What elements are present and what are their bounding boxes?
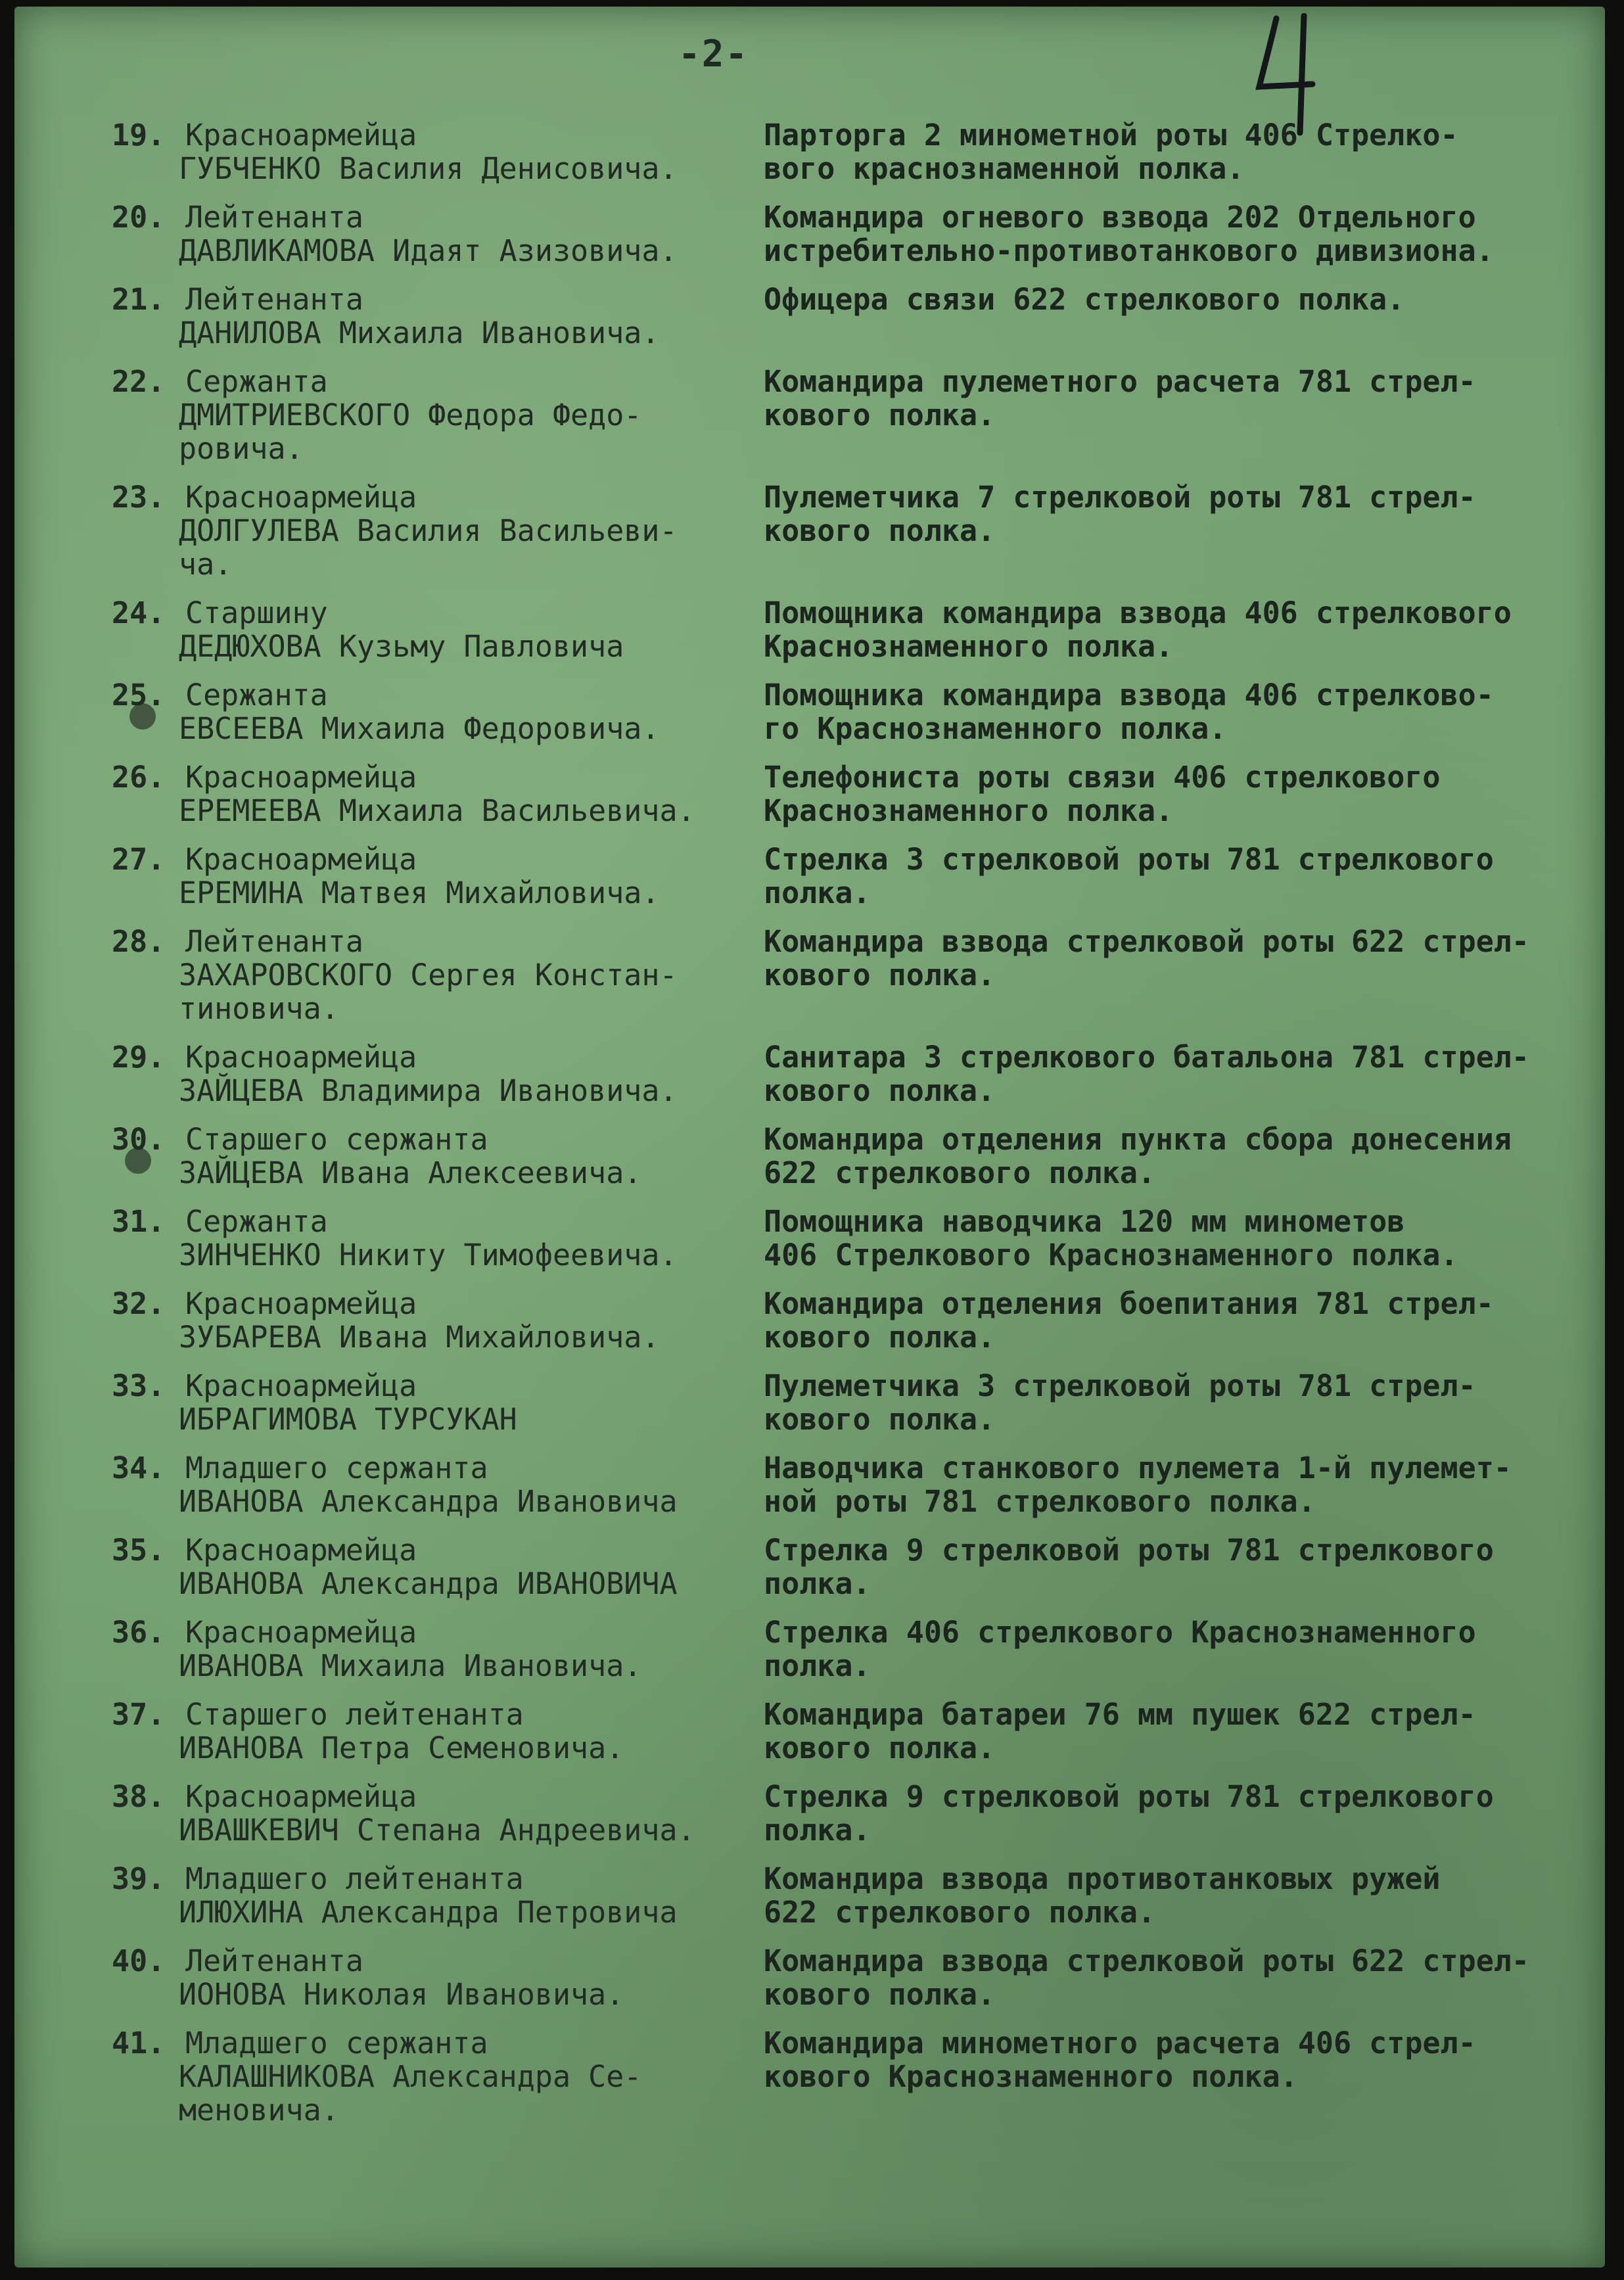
list-entry (113, 1205, 1612, 1272)
entry-number: 26. (112, 760, 166, 795)
entry-number: 21. (112, 282, 166, 317)
entry-number: 29. (112, 1040, 166, 1075)
person-position: Санитара 3 стрелкового батальона 781 стрел- кового полка. (764, 1040, 1529, 1108)
document-sheet (14, 7, 1605, 2268)
entry-number: 28. (112, 924, 166, 959)
person-name: ЕРЕМЕЕВА Михаила Васильевича. (179, 793, 695, 828)
person-name: ЗУБАРЕВА Ивана Михайловича. (179, 1320, 660, 1355)
person-name: ДАВЛИКАМОВА Идаят Азизовича. (179, 233, 678, 268)
person-name: ИБРАГИМОВА ТУРСУКАН (179, 1402, 517, 1437)
list-entry (113, 118, 1612, 185)
person-block (113, 1862, 764, 1929)
person-rank: Лейтенанта (185, 924, 363, 959)
person-rank: Старшину (185, 595, 328, 630)
person-name: ЕВСЕЕВА Михаила Федоровича. (179, 711, 660, 746)
person-rank: Старшего сержанта (185, 1122, 488, 1157)
entry-number: 25. (112, 678, 166, 712)
person-position: Пулеметчика 7 стрелковой роты 781 стрел- кового полка. (764, 480, 1476, 548)
person-name: ДОЛГУЛЕВА Василия Васильеви- ча. (179, 513, 678, 582)
entry-number: 38. (112, 1779, 166, 1814)
person-position: Парторга 2 минометной роты 406 Стрелко- вого краснознаменной полка. (764, 118, 1458, 186)
list-entry (113, 283, 1612, 350)
person-position: Стрелка 406 стрелкового Краснознаменного полка. (764, 1615, 1476, 1683)
person-block (113, 1369, 764, 1436)
person-position: Командира взвода стрелковой роты 622 стрел- кового полка. (764, 1943, 1529, 2012)
entry-number: 36. (112, 1615, 166, 1650)
person-rank: Сержанта (185, 364, 328, 399)
entry-number: 34. (112, 1451, 166, 1485)
person-name: ЗАЙЦЕВА Владимира Ивановича. (179, 1073, 678, 1108)
list-entry (113, 1040, 1612, 1107)
entry-number: 23. (112, 480, 166, 515)
person-rank: Красноармейца (185, 1286, 417, 1321)
person-rank: Лейтенанта (185, 282, 363, 317)
entry-number: 32. (112, 1286, 166, 1321)
list-entry (113, 2026, 1612, 2127)
entry-number: 22. (112, 364, 166, 399)
person-name: ДАНИЛОВА Михаила Ивановича. (179, 315, 660, 350)
person-name: ИОНОВА Николая Ивановича. (179, 1977, 624, 2012)
person-name: ЗИНЧЕНКО Никиту Тимофеевича. (179, 1238, 678, 1272)
person-block (113, 118, 764, 185)
person-block (113, 2026, 764, 2127)
person-rank: Младшего лейтенанта (185, 1861, 524, 1896)
person-rank: Красноармейца (185, 118, 417, 152)
entry-number: 19. (112, 118, 166, 152)
person-name: ИЛЮХИНА Александра Петровича (179, 1895, 678, 1930)
person-position: Командира минометного расчета 406 стрел- кового Краснознаменного полка. (764, 2026, 1476, 2094)
list-entry (113, 596, 1612, 663)
person-block (113, 843, 764, 910)
person-position: Командира огневого взвода 202 Отдельного истребительно-противотанкового дивизиона. (764, 200, 1494, 268)
person-position: Командира взвода стрелковой роты 622 стрел- кового полка. (764, 924, 1529, 992)
entry-number: 37. (112, 1697, 166, 1732)
list-entry (113, 1616, 1612, 1683)
person-block (113, 365, 764, 465)
person-rank: Красноармейца (185, 1779, 417, 1814)
person-name: ИВАНОВА Петра Семеновича. (179, 1731, 624, 1765)
person-block (113, 760, 764, 827)
entry-number: 31. (112, 1204, 166, 1239)
person-rank: Красноармейца (185, 1533, 417, 1568)
person-name: ИВАНОВА Александра ИВАНОВИЧА (179, 1566, 678, 1601)
person-position: Стрелка 3 стрелковой роты 781 стрелкового полка. (764, 842, 1494, 910)
person-rank: Красноармейца (185, 842, 417, 877)
person-name: ИВАНОВА Александра Ивановича (179, 1484, 678, 1519)
person-block (113, 1698, 764, 1765)
person-name: ЗАЙЦЕВА Ивана Алексеевича. (179, 1155, 642, 1190)
person-name: ИВАНОВА Михаила Ивановича. (179, 1648, 642, 1683)
list-entry (113, 760, 1612, 827)
person-position: Командира отделения боепитания 781 стрел- кового полка. (764, 1286, 1494, 1355)
person-position: Командира отделения пункта сбора донесения 622 стрелкового полка. (764, 1122, 1512, 1190)
person-block (113, 596, 764, 663)
list-entry (113, 843, 1612, 910)
entry-number: 27. (112, 842, 166, 877)
page-number: -2- (678, 33, 749, 76)
person-rank: Лейтенанта (185, 1943, 363, 1978)
person-position: Командира взвода противотанковых ружей 622 стрелкового полка. (764, 1861, 1441, 1930)
person-block (113, 1780, 764, 1847)
person-position: Помощника командира взвода 406 стрелкового Краснознаменного полка. (764, 595, 1512, 664)
list-entry (113, 1451, 1612, 1518)
person-rank: Красноармейца (185, 1368, 417, 1403)
person-block (113, 200, 764, 268)
person-position: Стрелка 9 стрелковой роты 781 стрелкового полка. (764, 1533, 1494, 1601)
list-entry (113, 1944, 1612, 2011)
entry-number: 40. (112, 1943, 166, 1978)
list-entry (113, 1369, 1612, 1436)
person-rank: Красноармейца (185, 760, 417, 795)
person-rank: Младшего сержанта (185, 1451, 488, 1485)
list-entry (113, 678, 1612, 745)
person-block (113, 1123, 764, 1190)
person-block (113, 925, 764, 1025)
entry-number: 41. (112, 2026, 166, 2060)
person-block (113, 1533, 764, 1600)
list-entry (113, 1780, 1612, 1847)
award-list (113, 118, 1612, 2142)
list-entry (113, 1533, 1612, 1600)
person-block (113, 1451, 764, 1518)
person-block (113, 1205, 764, 1272)
person-block (113, 1616, 764, 1683)
person-position: Офицера связи 622 стрелкового полка. (764, 282, 1405, 317)
person-rank: Сержанта (185, 1204, 328, 1239)
list-entry (113, 1698, 1612, 1765)
person-block (113, 1040, 764, 1107)
list-entry (113, 365, 1612, 465)
person-rank: Красноармейца (185, 1040, 417, 1075)
person-position: Телефониста роты связи 406 стрелкового Краснознаменного полка. (764, 760, 1441, 828)
list-entry (113, 200, 1612, 268)
entry-number: 39. (112, 1861, 166, 1896)
person-position: Помощника наводчика 120 мм минометов 406 Стрелкового Краснознаменного полка. (764, 1204, 1458, 1272)
person-rank: Сержанта (185, 678, 328, 712)
person-name: ДМИТРИЕВСКОГО Федора Федо- ровича. (179, 398, 642, 466)
list-entry (113, 1862, 1612, 1929)
person-block (113, 1944, 764, 2011)
list-entry (113, 925, 1612, 1025)
entry-number: 20. (112, 200, 166, 235)
entry-number: 35. (112, 1533, 166, 1568)
person-position: Помощника командира взвода 406 стрелково- го Краснознаменного полка. (764, 678, 1494, 746)
person-name: ИВАШКЕВИЧ Степана Андреевича. (179, 1813, 695, 1848)
person-position: Стрелка 9 стрелковой роты 781 стрелкового полка. (764, 1779, 1494, 1848)
person-position: Наводчика станкового пулемета 1-й пулемет- ной роты 781 стрелкового полка. (764, 1451, 1512, 1519)
person-rank: Красноармейца (185, 1615, 417, 1650)
person-name: ЗАХАРОВСКОГО Сергея Констан- тиновича. (179, 958, 678, 1026)
person-block (113, 283, 764, 350)
person-rank: Младшего сержанта (185, 2026, 488, 2060)
person-name: КАЛАШНИКОВА Александра Се- меновича. (179, 2059, 642, 2128)
person-name: ДЕДЮХОВА Кузьму Павловича (179, 629, 624, 664)
person-name: ГУБЧЕНКО Василия Денисовича. (179, 151, 678, 186)
person-rank: Красноармейца (185, 480, 417, 515)
person-position: Командира батареи 76 мм пушек 622 стрел- кового полка. (764, 1697, 1476, 1765)
person-position: Пулеметчика 3 стрелковой роты 781 стрел- кового полка. (764, 1368, 1476, 1437)
entry-number: 30. (112, 1122, 166, 1157)
entry-number: 33. (112, 1368, 166, 1403)
person-block (113, 678, 764, 745)
person-block (113, 1287, 764, 1354)
list-entry (113, 480, 1612, 581)
person-rank: Лейтенанта (185, 200, 363, 235)
person-position: Командира пулеметного расчета 781 стрел- кового полка. (764, 364, 1476, 432)
list-entry (113, 1287, 1612, 1354)
list-entry (113, 1123, 1612, 1190)
entry-number: 24. (112, 595, 166, 630)
person-name: ЕРЕМИНА Матвея Михайловича. (179, 875, 660, 910)
person-rank: Старшего лейтенанта (185, 1697, 524, 1732)
person-block (113, 480, 764, 581)
